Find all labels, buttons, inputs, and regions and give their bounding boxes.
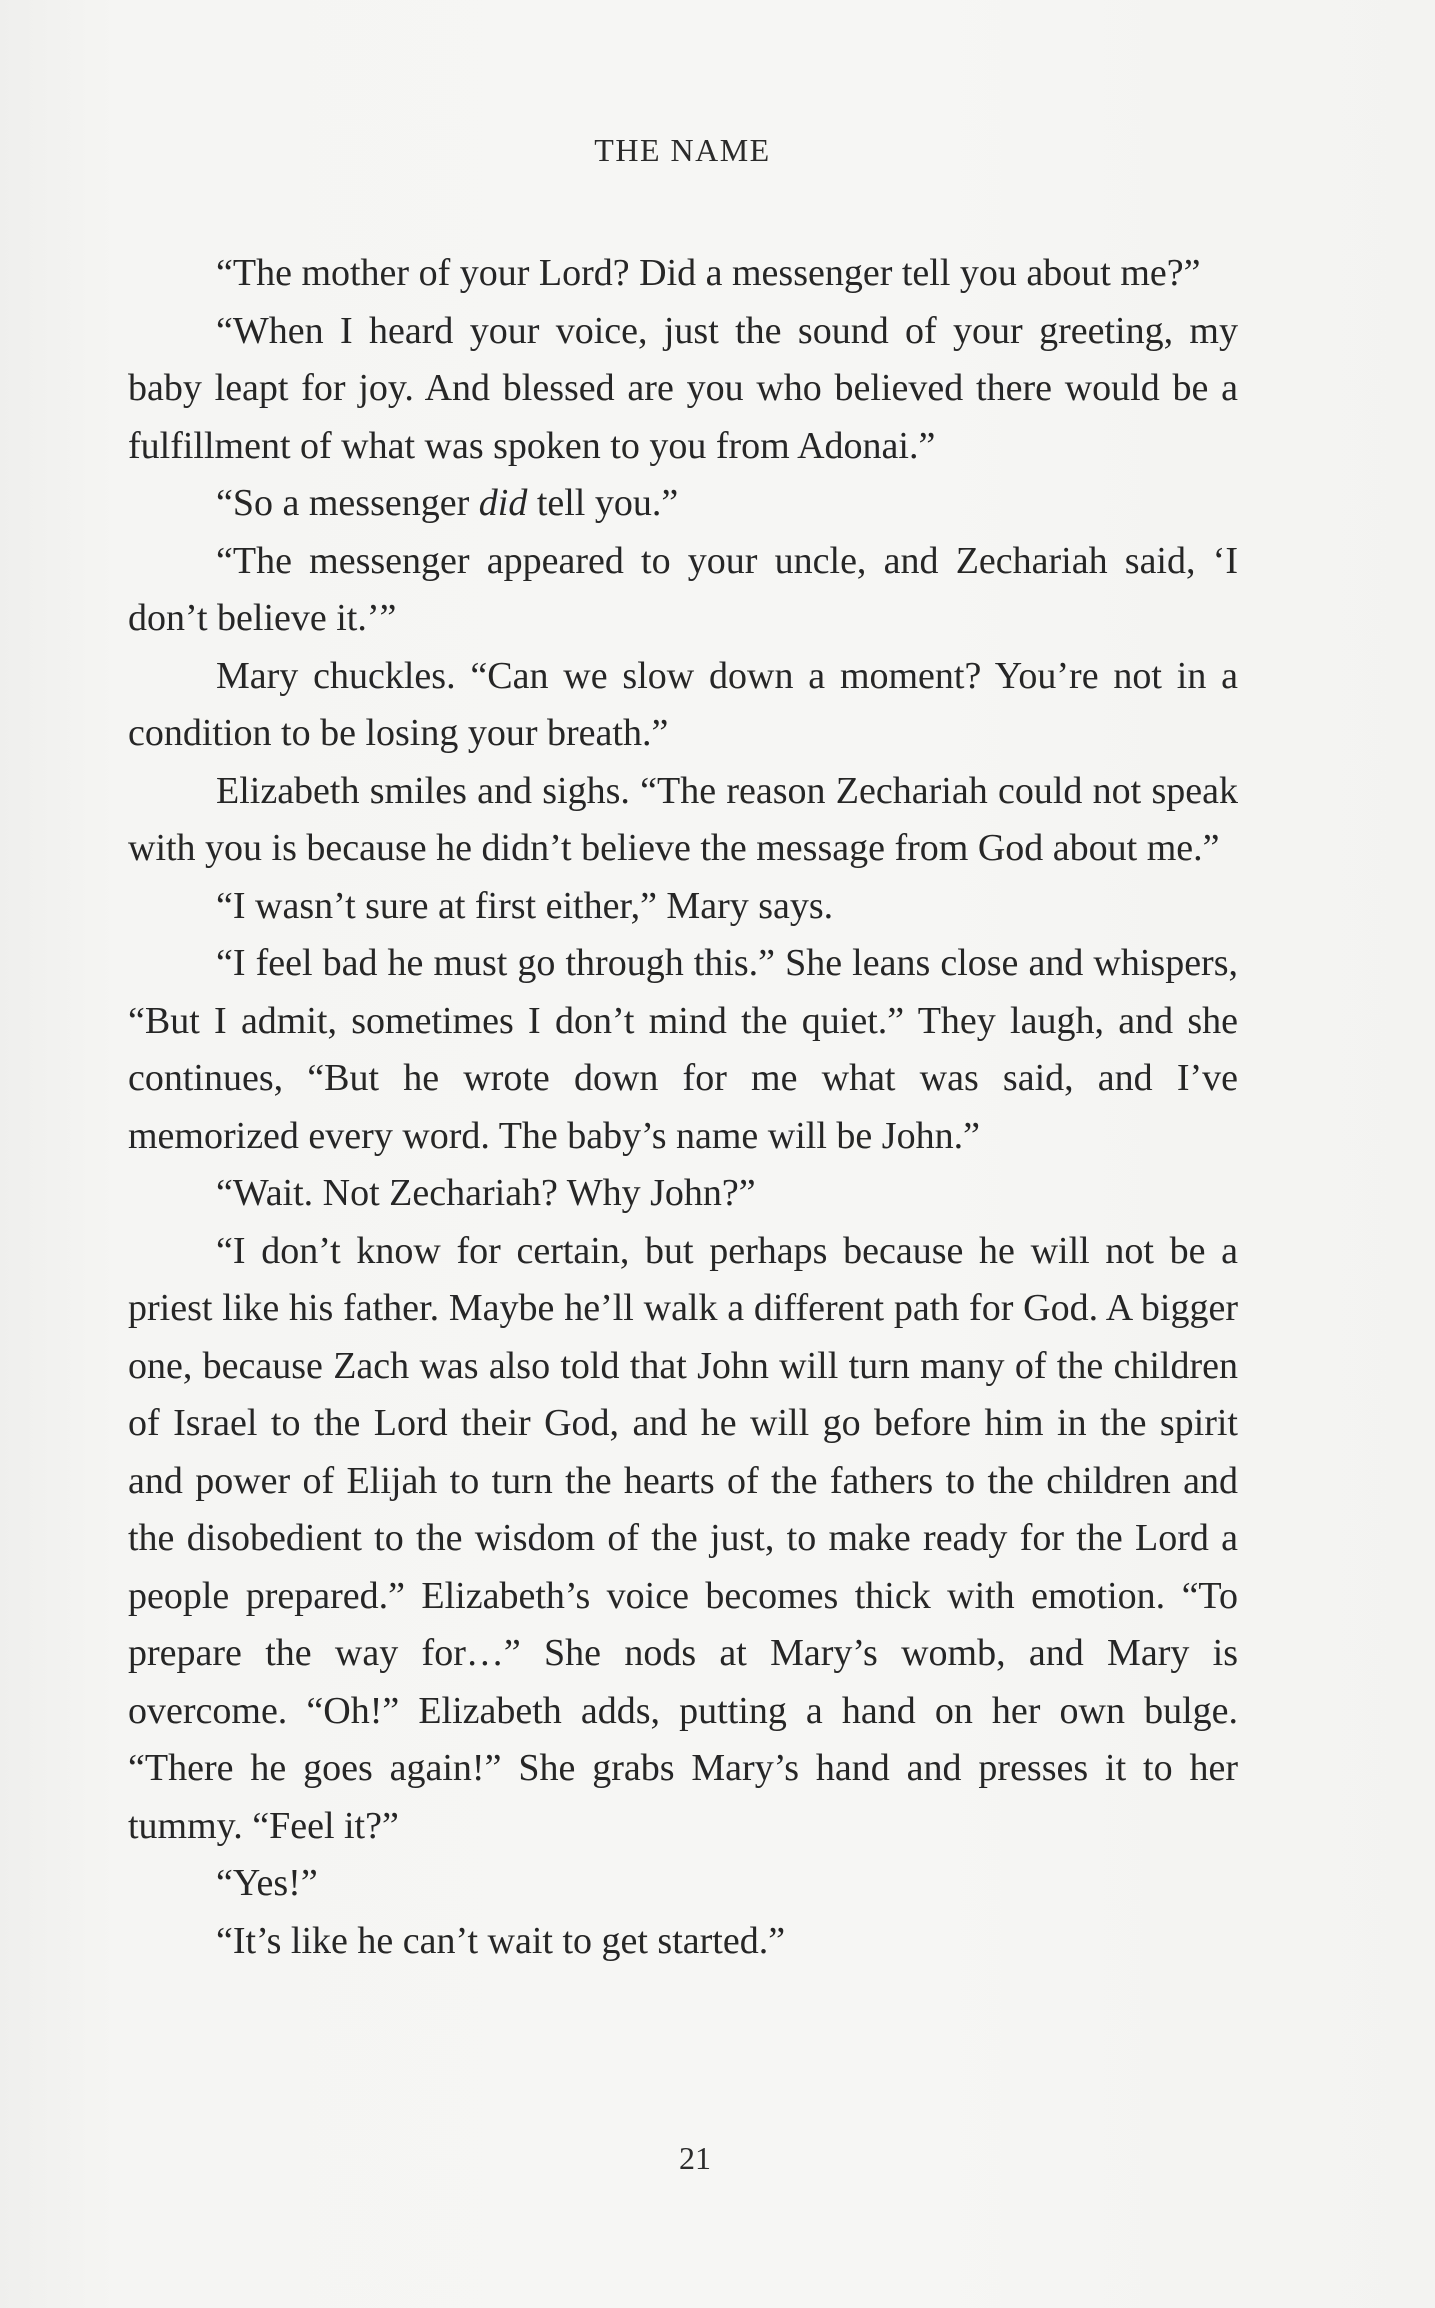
paragraph: “I feel bad he must go through this.” She leans close and whispers, “But I admit, sometimes I don’t mind the quiet.” They laugh, and she continues, “But he wrote down for me what was said, and I’ve memorized every word. The baby’s name will be John.” [128, 942, 1238, 1157]
paragraph-text-after: tell you.” [527, 482, 679, 524]
paragraph: “It’s like he can’t wait to get started.” [216, 1919, 786, 1962]
paragraph: “Wait. Not Zechariah? Why John?” [216, 1172, 756, 1214]
paragraph: “The messenger appeared to your uncle, and Zechariah said, ‘I don’t believe it.’” [128, 539, 1238, 639]
paragraph: “I wasn’t sure at first either,” Mary says. [216, 884, 834, 927]
running-head-title: THE NAME [594, 132, 771, 168]
paragraph: “The mother of your Lord? Did a messenger tell you about me?” [216, 252, 1201, 294]
paragraph: “I don’t know for certain, but perhaps because he will not be a priest like his father. Maybe he’ll walk a different path for God. A bigger one, because Zach was also told that John will turn many of the children of Israel to the Lord their God, and he will go before him in the spirit and power of Elijah to turn the hearts of the fathers to the children and the disobedient to the wisdom of the just, to make ready for the Lord a people prepared.” Elizabeth’s voice becomes thick with emotion. “To prepare the way for…” She nods at Mary’s womb, and Mary is overcome. “Oh!” Elizabeth adds, putting a hand on her own bulge. “There he goes again!” She grabs Mary’s hand and presses it to her tummy. “Feel it?” [128, 1229, 1238, 1847]
page-number: 21 [679, 2140, 711, 2176]
paragraph: Elizabeth smiles and sighs. “The reason Zechariah could not speak with you is because he didn’t believe the message from God about me.” [128, 769, 1238, 869]
paragraph: “Yes!” [216, 1862, 318, 1904]
paragraph-text-before: “So a messenger [216, 482, 479, 524]
body-text [128, 245, 1238, 1970]
paragraph [128, 475, 1238, 533]
paragraph: Mary chuckles. “Can we slow down a moment? You’re not in a condition to be losing your breath.” [128, 654, 1238, 754]
paragraph: “When I heard your voice, just the sound of your greeting, my baby leapt for joy. And blessed are you who believed there would be a fulfillment of what was spoken to you from Adonai.” [128, 309, 1238, 467]
emphasized-word: did [478, 482, 528, 524]
